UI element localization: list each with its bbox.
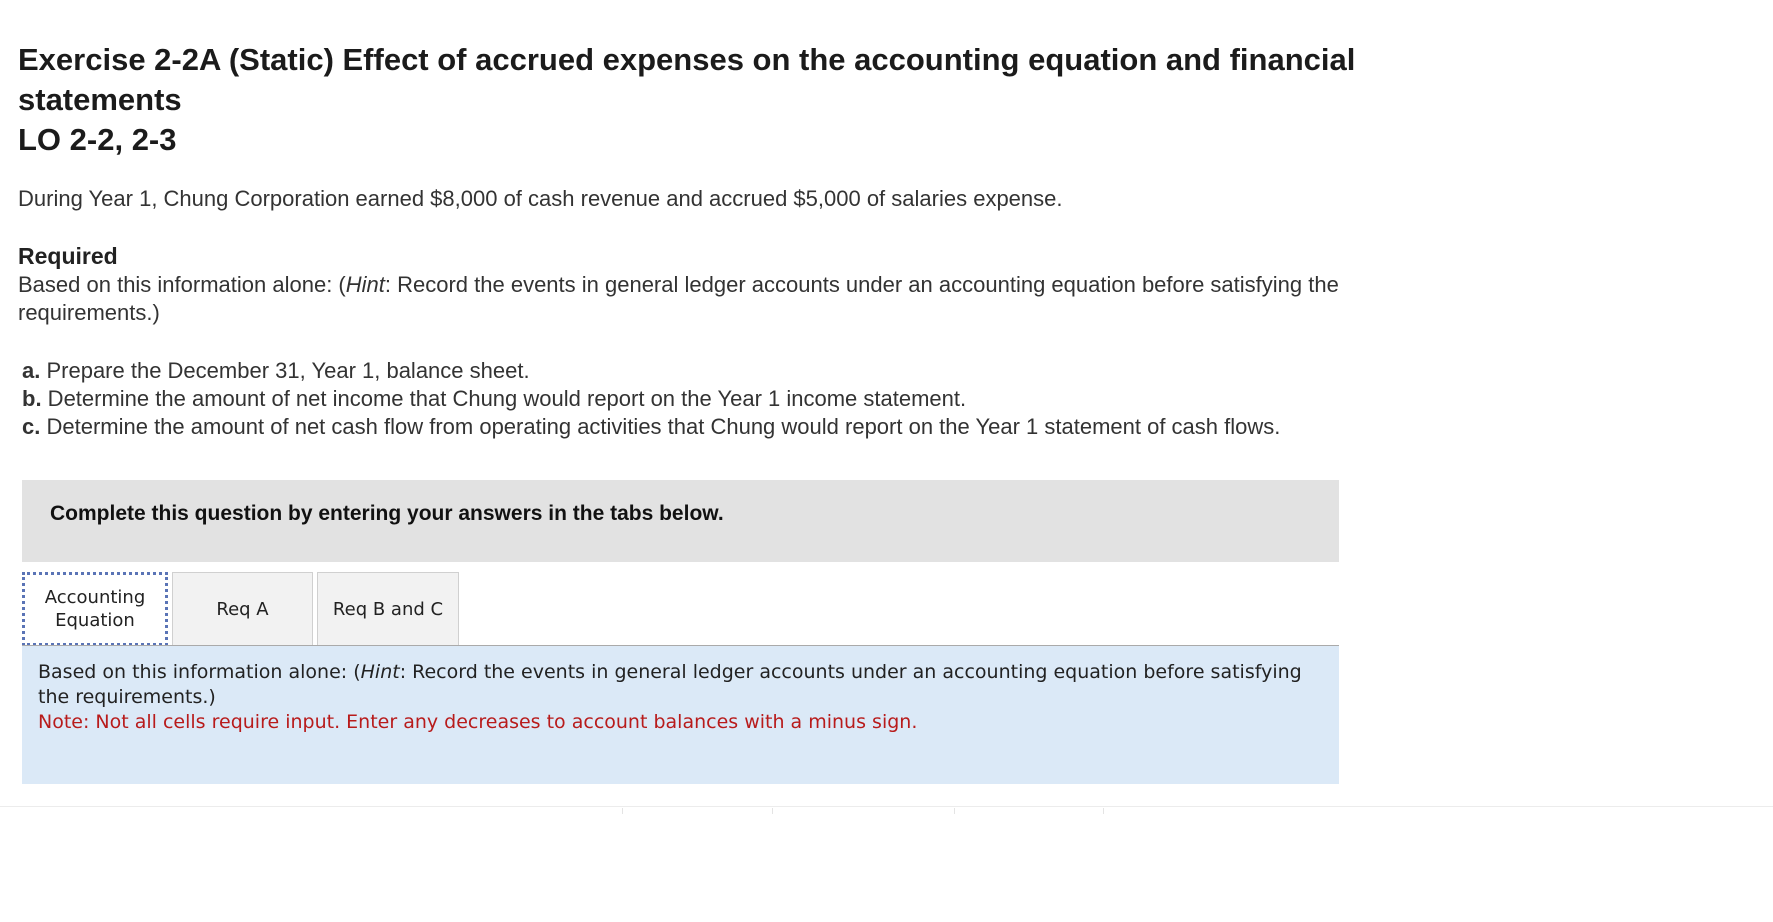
requirement-letter: a.	[22, 358, 41, 383]
requirements-list	[22, 357, 1280, 441]
required-instructions	[18, 271, 1478, 327]
requirement-letter: c.	[22, 414, 41, 439]
problem-intro: During Year 1, Chung Corporation earned $8,000 of cash revenue and accrued $5,000 of salaries expense.	[18, 186, 1063, 211]
required-suffix: : Record the events in general ledger accounts under an accounting equation before satisfying the requirements.)	[18, 272, 1339, 325]
tab-label-line1: Accounting	[44, 587, 146, 608]
panel-hint-word: Hint	[360, 661, 400, 683]
instruction-banner-text: Complete this question by entering your answers in the tabs below.	[50, 502, 724, 525]
instruction-banner	[22, 480, 1339, 562]
answer-tabs	[22, 572, 459, 646]
column-tick	[622, 808, 623, 814]
column-tick	[772, 808, 773, 814]
tab-label: Req A	[216, 599, 269, 620]
requirement-item-b	[22, 385, 1280, 413]
bottom-divider	[0, 806, 1773, 807]
tab-label: Req B and C	[332, 599, 444, 620]
requirement-text: Determine the amount of net income that Chung would report on the Year 1 income statement.	[41, 386, 967, 411]
required-prefix: Based on this information alone: (	[18, 272, 346, 297]
panel-note: Note: Not all cells require input. Enter any decreases to account balances with a minus sign.	[38, 711, 918, 733]
exercise-title-line1: Exercise 2-2A (Static) Effect of accrued expenses on the accounting equation and financial statements	[18, 42, 1356, 117]
tab-content-panel	[22, 646, 1339, 784]
panel-prefix: Based on this information alone: (	[38, 661, 361, 683]
tab-req-a[interactable]	[172, 572, 313, 646]
panel-instructions	[38, 660, 1323, 710]
tab-label-line2: Equation	[55, 610, 135, 631]
exercise-title	[18, 40, 1518, 160]
exercise-title-line2: LO 2-2, 2-3	[18, 122, 177, 157]
requirement-item-a	[22, 357, 1280, 385]
column-tick	[954, 808, 955, 814]
requirement-text: Prepare the December 31, Year 1, balance sheet.	[40, 358, 530, 383]
requirement-item-c	[22, 413, 1280, 441]
required-hint-word: Hint	[345, 272, 385, 297]
panel-suffix: : Record the events in general ledger accounts under an accounting equation before satisfying the requirements.)	[38, 661, 1302, 708]
bottom-column-ticks	[0, 808, 1773, 816]
tab-accounting-equation[interactable]	[22, 572, 168, 646]
requirement-text: Determine the amount of net cash flow from operating activities that Chung would report on the Year 1 statement of cash flows.	[40, 414, 1281, 439]
tab-label	[45, 586, 146, 632]
required-heading: Required	[18, 243, 118, 269]
column-tick	[1103, 808, 1104, 814]
requirement-letter: b.	[22, 386, 42, 411]
tab-req-b-and-c[interactable]	[317, 572, 459, 646]
